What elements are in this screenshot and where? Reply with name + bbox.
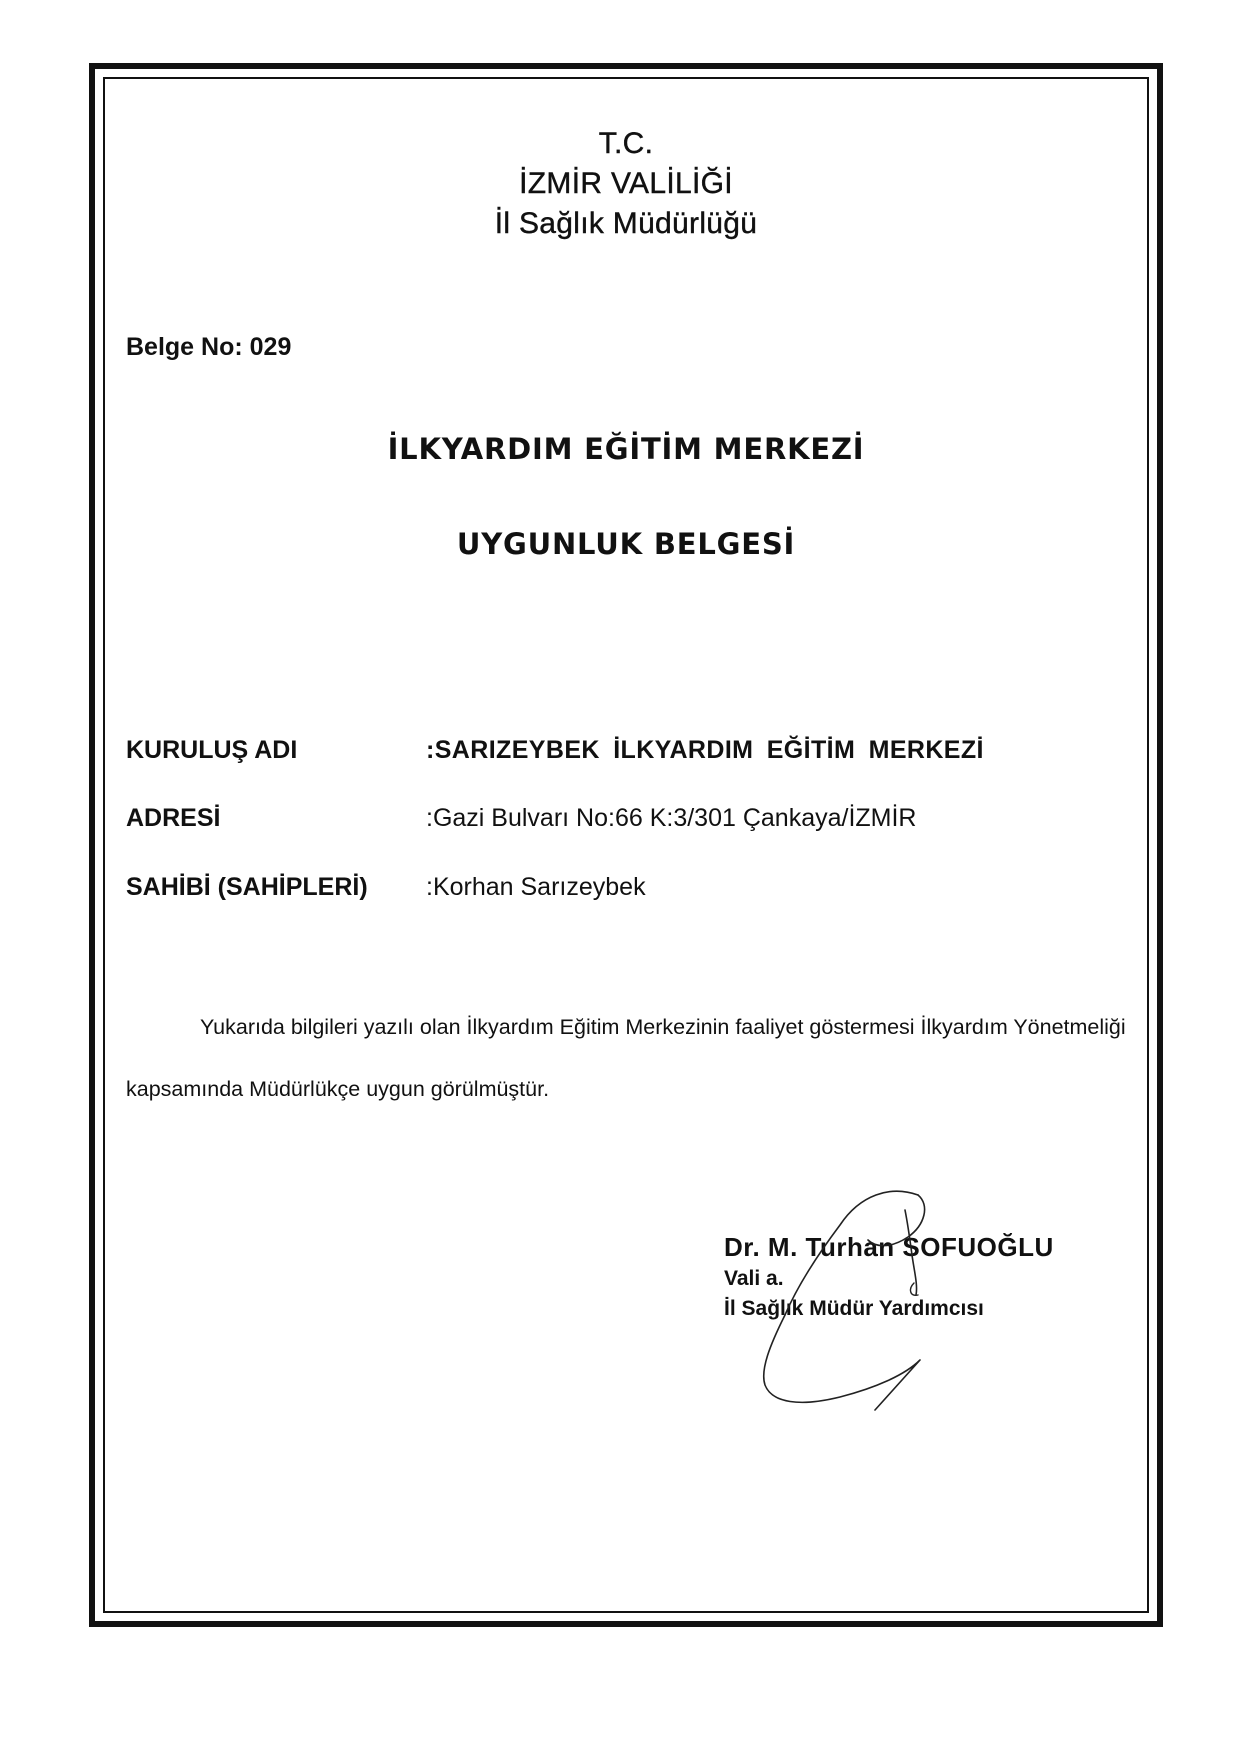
header-line-governorship: İZMİR VALİLİĞİ <box>519 167 733 200</box>
field-label: SAHİBİ (SAHİPLERİ) <box>126 873 368 901</box>
signatory-name: Dr. M. Turhan SOFUOĞLU <box>724 1232 1054 1262</box>
field-value: :Gazi Bulvarı No:66 K:3/301 Çankaya/İZMİR <box>426 804 917 832</box>
signatory-title: İl Sağlık Müdür Yardımcısı <box>724 1297 984 1320</box>
field-value: :Korhan Sarızeybek <box>426 873 646 901</box>
document-number <box>126 333 291 362</box>
field-value: :SARIZEYBEK İLKYARDIM EĞİTİM MERKEZİ <box>426 736 984 764</box>
signature-block <box>724 1230 1054 1324</box>
document-number-label: Belge No: <box>126 333 243 361</box>
document-title: İLKYARDIM EĞİTİM MERKEZİ <box>387 432 865 466</box>
field-label: ADRESİ <box>126 804 221 832</box>
header-line-health-directorate: İl Sağlık Müdürlüğü <box>494 207 758 240</box>
issuing-authority-header <box>103 124 1149 244</box>
field-label: KURULUŞ ADI <box>126 736 298 764</box>
signatory-on-behalf: Vali a. <box>724 1267 784 1290</box>
document-subtitle: UYGUNLUK BELGESİ <box>456 527 796 561</box>
document-number-value: 029 <box>249 333 292 361</box>
document-border-inner <box>103 77 1149 1613</box>
approval-statement: Yukarıda bilgileri yazılı olan İlkyardım Eğitim Merkezinin faaliyet göstermesi İlkyardım Yönetmeliği kapsamında Müdürlükçe uygun görülmüştür. <box>126 1015 1126 1101</box>
header-line-tc: T.C. <box>598 127 654 160</box>
